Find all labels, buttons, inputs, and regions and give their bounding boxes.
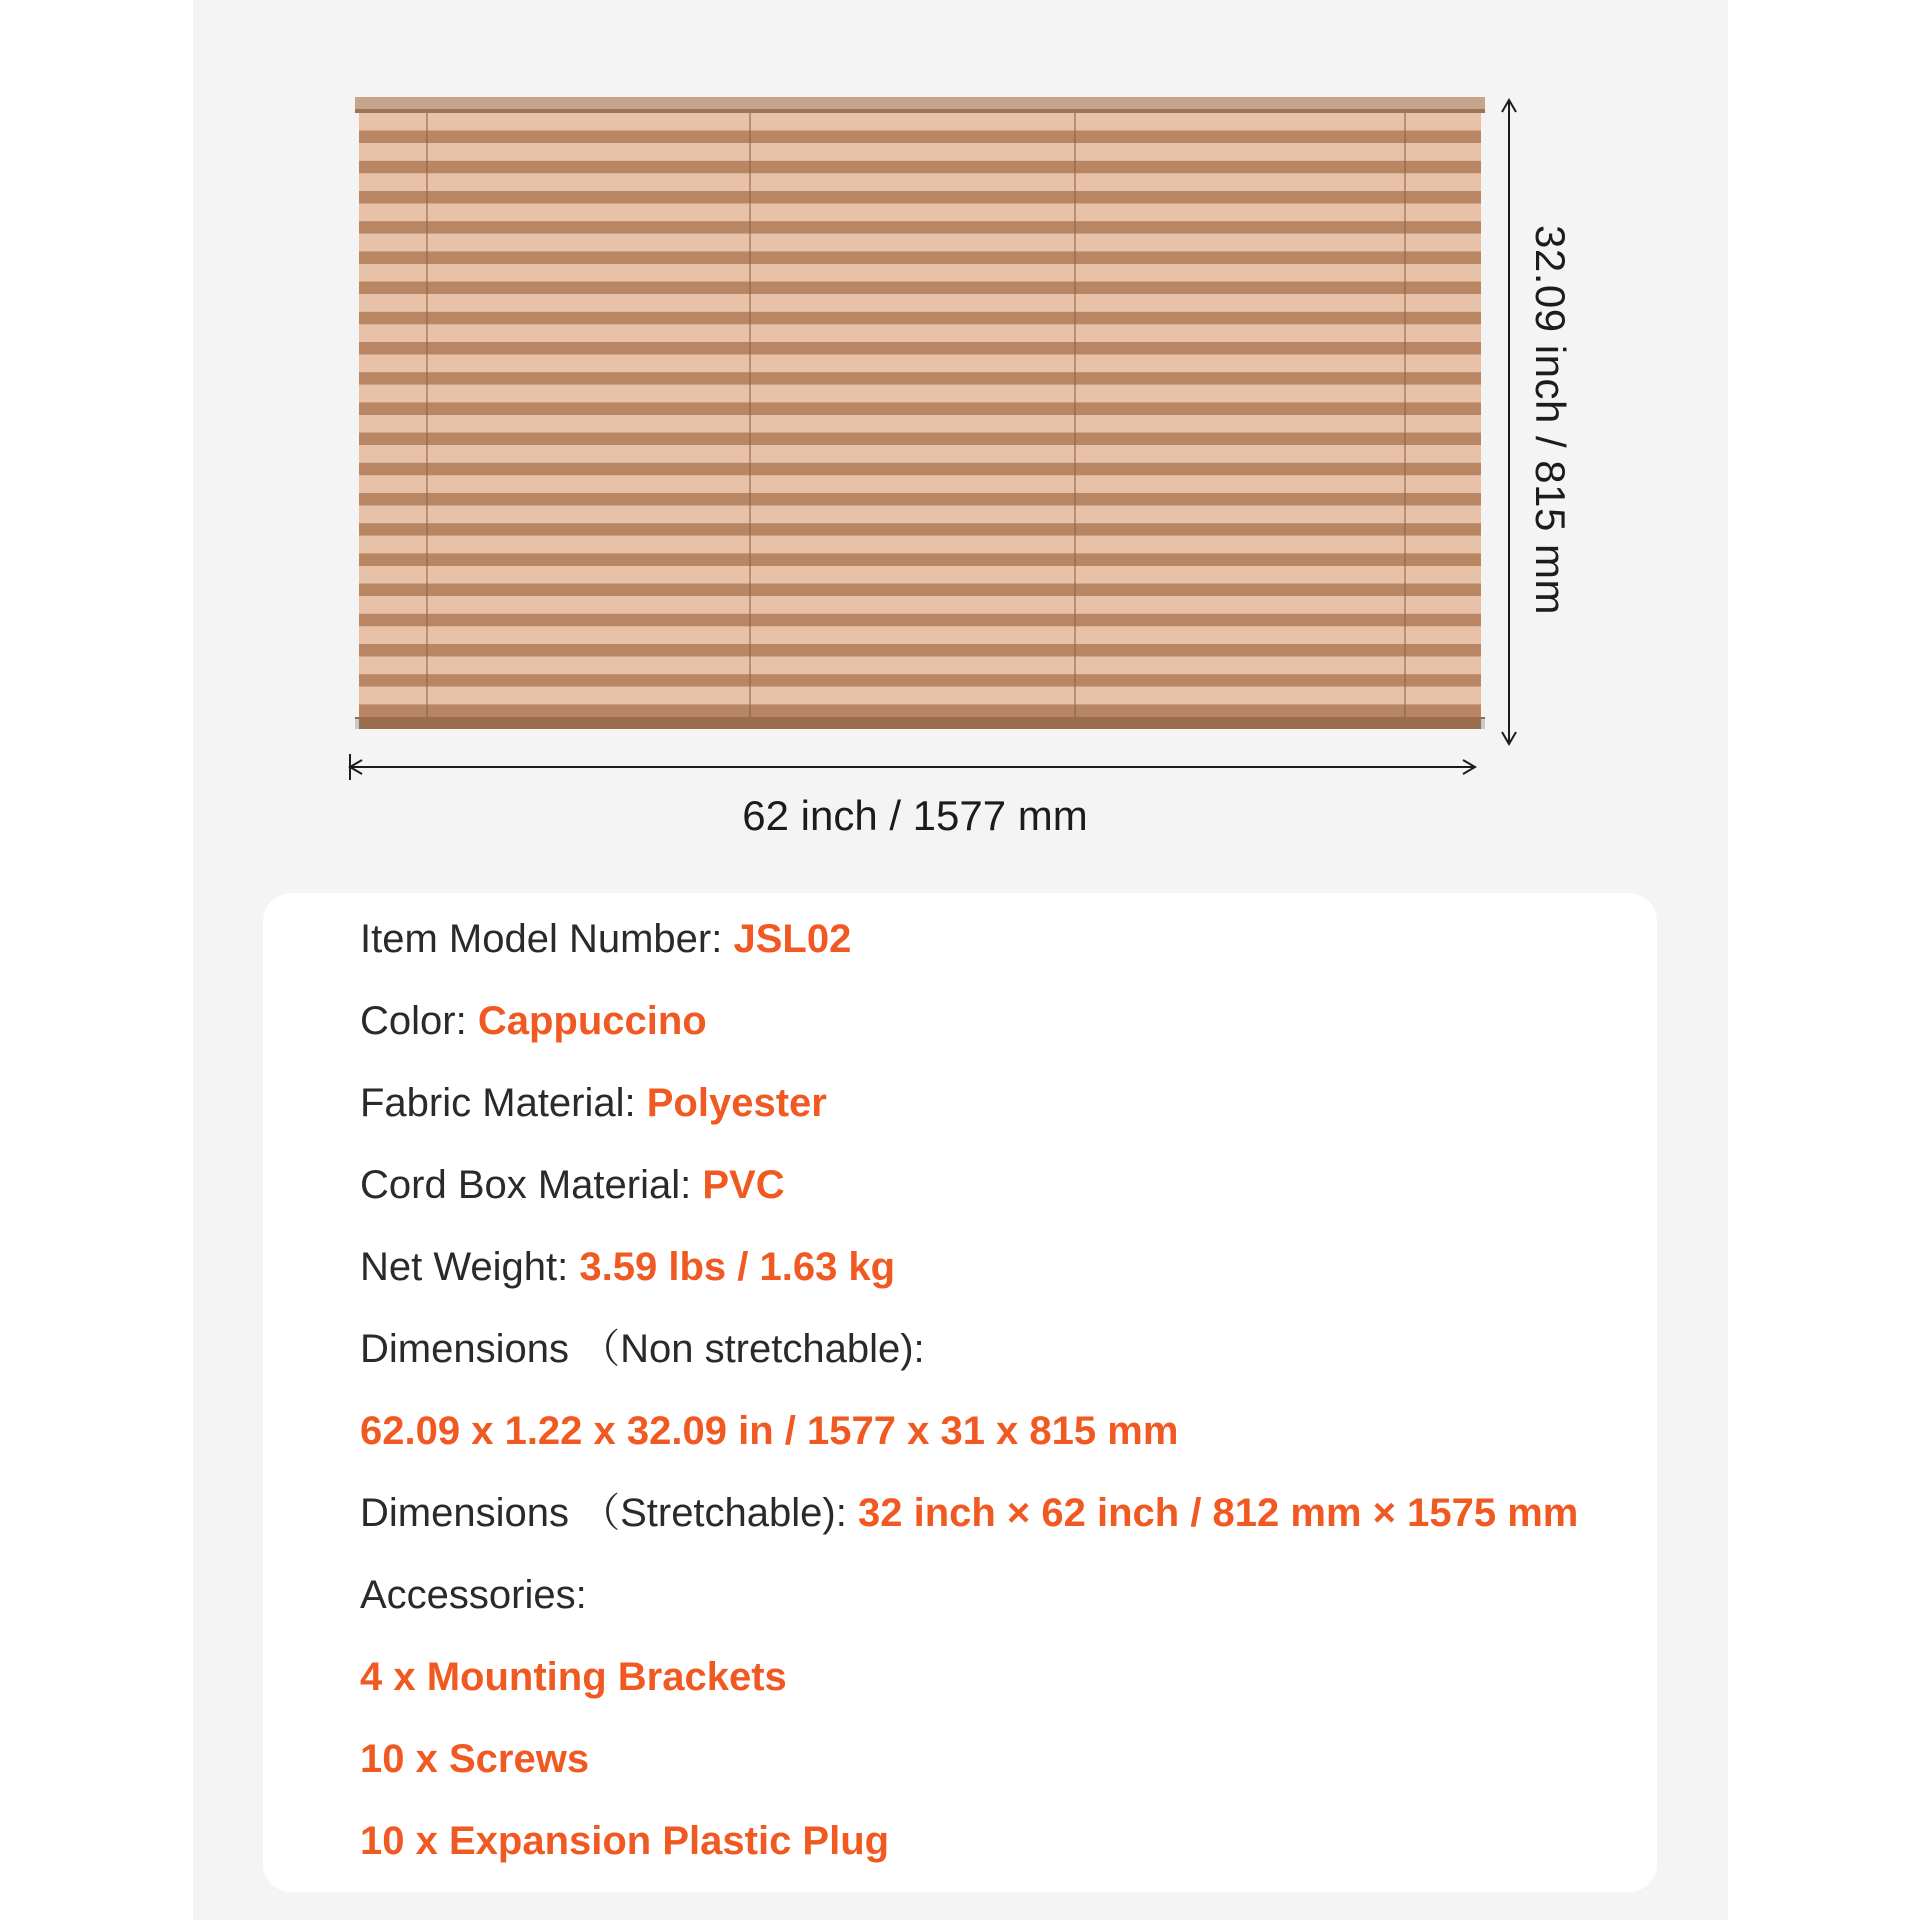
pleat-dark bbox=[359, 131, 1481, 144]
pleat-light bbox=[359, 536, 1481, 554]
pleat-light bbox=[359, 113, 1481, 131]
spec-cord-box bbox=[360, 1161, 785, 1209]
pleat-light bbox=[359, 566, 1481, 584]
spec-weight bbox=[360, 1243, 895, 1291]
pleat-dark bbox=[359, 493, 1481, 506]
pleat-dark bbox=[359, 704, 1481, 717]
left-bracket bbox=[355, 719, 359, 729]
pleat-dark bbox=[359, 644, 1481, 657]
bottom-rail bbox=[355, 717, 1485, 729]
pleat-light bbox=[359, 143, 1481, 161]
spec-model bbox=[360, 915, 851, 963]
spec-fabric bbox=[360, 1079, 827, 1127]
spec-dims-non-stretch-label: Dimensions （Non stretchable): bbox=[360, 1327, 925, 1371]
spec-model-label: Item Model Number: bbox=[360, 917, 734, 961]
pleat-dark bbox=[359, 191, 1481, 204]
spec-accessories-label: Accessories: bbox=[360, 1573, 587, 1617]
pleat-light bbox=[359, 204, 1481, 222]
accessory-item: 10 x Screws bbox=[360, 1737, 590, 1781]
spec-color-label: Color: bbox=[360, 999, 478, 1043]
pleat-dark bbox=[359, 614, 1481, 627]
pleat-dark bbox=[359, 282, 1481, 295]
pleat-light bbox=[359, 234, 1481, 252]
head-rail bbox=[355, 97, 1485, 109]
pleat-light bbox=[359, 626, 1481, 644]
accessory-item: 10 x Expansion Plastic Plug bbox=[360, 1819, 890, 1863]
spec-cord-box-value: PVC bbox=[702, 1163, 785, 1207]
blind-illustration bbox=[355, 97, 1485, 737]
spec-fabric-value: Polyester bbox=[646, 1081, 827, 1125]
pleat-light bbox=[359, 506, 1481, 524]
spec-dims-non-stretch-value: 62.09 x 1.22 x 32.09 in / 1577 x 31 x 815 mm bbox=[360, 1409, 1179, 1453]
pleat-dark bbox=[359, 584, 1481, 597]
pleat-light bbox=[359, 445, 1481, 463]
pleat-light bbox=[359, 657, 1481, 675]
spec-dims-stretch-value: 32 inch × 62 inch / 812 mm × 1575 mm bbox=[857, 1491, 1579, 1535]
pleat-dark bbox=[359, 221, 1481, 234]
pleat-light bbox=[359, 415, 1481, 433]
pleat-dark bbox=[359, 161, 1481, 174]
accessory-item: 4 x Mounting Brackets bbox=[360, 1655, 787, 1699]
pleat-dark bbox=[359, 372, 1481, 385]
pleat-dark bbox=[359, 674, 1481, 687]
pleat-light bbox=[359, 596, 1481, 614]
pleat-light bbox=[359, 385, 1481, 403]
pleat-dark bbox=[359, 342, 1481, 355]
pleated-blind-image bbox=[355, 97, 1485, 737]
spec-dims-stretch bbox=[360, 1489, 1578, 1537]
spec-weight-label: Net Weight: bbox=[360, 1245, 580, 1289]
spec-cord-box-label: Cord Box Material: bbox=[360, 1163, 703, 1207]
pleat-light bbox=[359, 294, 1481, 312]
pleat-light bbox=[359, 355, 1481, 373]
head-rail-shadow bbox=[355, 109, 1485, 113]
spec-fabric-label: Fabric Material: bbox=[360, 1081, 647, 1125]
pleat-dark bbox=[359, 463, 1481, 476]
pleat-dark bbox=[359, 251, 1481, 264]
spec-model-value: JSL02 bbox=[733, 917, 852, 961]
pleat-dark bbox=[359, 433, 1481, 446]
right-bracket bbox=[1481, 719, 1485, 729]
pleat-light bbox=[359, 475, 1481, 493]
pleat-dark bbox=[359, 312, 1481, 325]
spec-color-value: Cappuccino bbox=[477, 999, 707, 1043]
pleat-light bbox=[359, 264, 1481, 282]
spec-dims-stretch-label: Dimensions （Stretchable): bbox=[360, 1491, 858, 1535]
pleat-light bbox=[359, 687, 1481, 705]
height-dimension-label: 32.09 inch / 815 mm bbox=[1527, 224, 1574, 616]
pleat-dark bbox=[359, 553, 1481, 566]
pleat-light bbox=[359, 324, 1481, 342]
pleat-light bbox=[359, 173, 1481, 191]
width-dimension-label: 62 inch / 1577 mm bbox=[742, 792, 1088, 839]
spec-color bbox=[360, 997, 707, 1045]
width-dimension-line bbox=[340, 752, 1490, 782]
spec-weight-value: 3.59 lbs / 1.63 kg bbox=[579, 1245, 896, 1289]
pleat-dark bbox=[359, 402, 1481, 415]
pleat-dark bbox=[359, 523, 1481, 536]
